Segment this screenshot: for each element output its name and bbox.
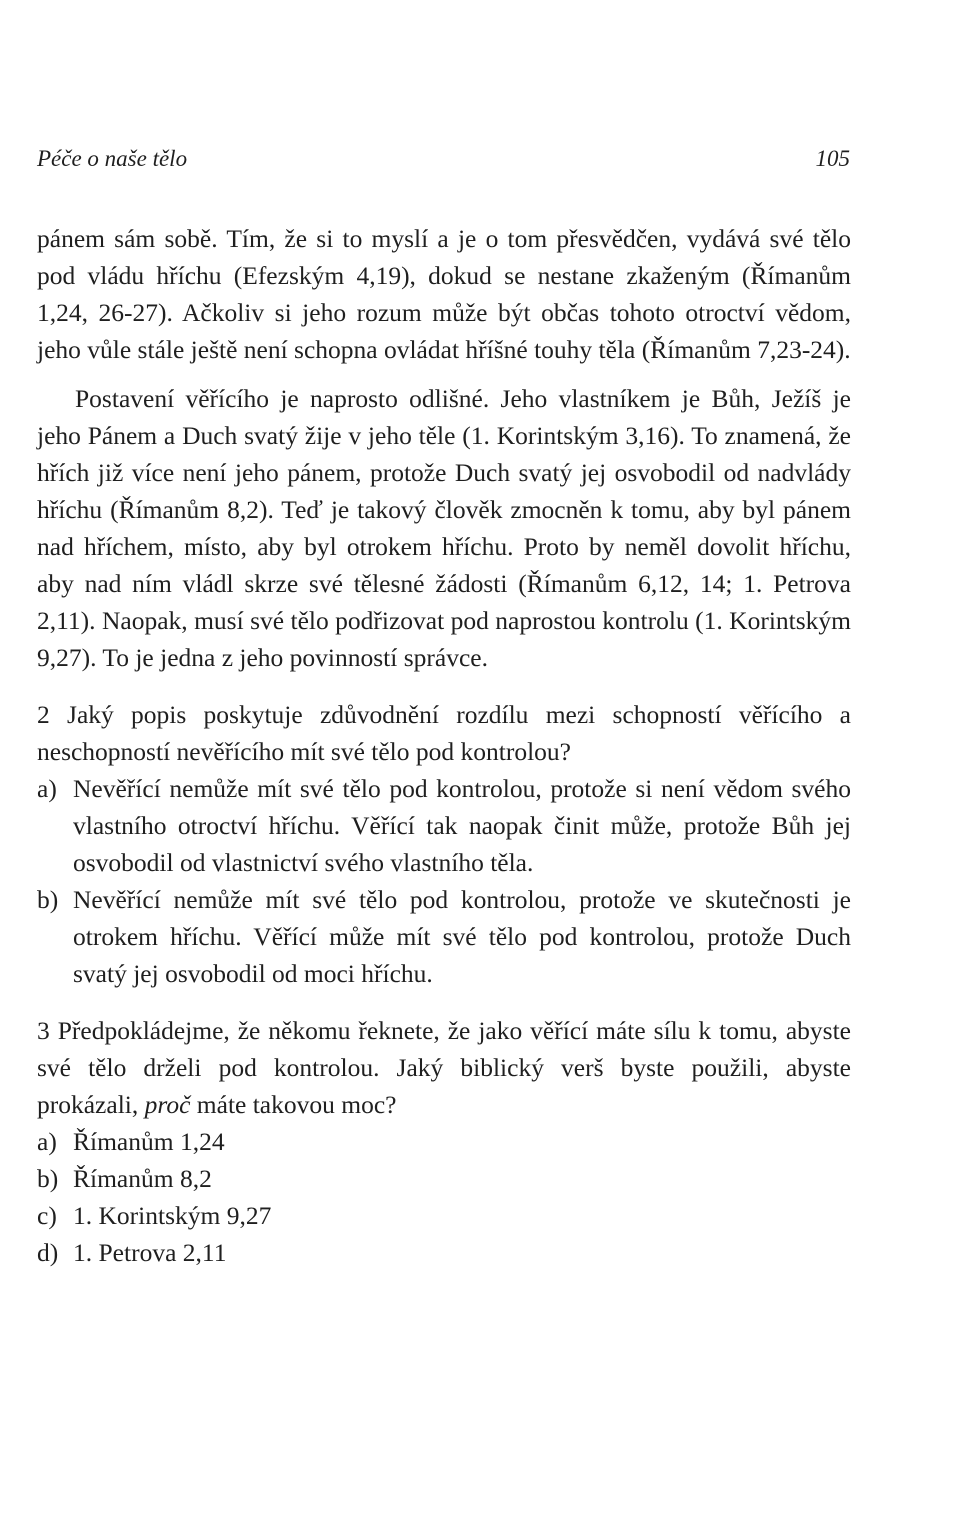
question-2-number: 2 <box>37 700 50 729</box>
paragraph-continued: pánem sám sobě. Tím, že si to myslí a je o tom přesvědčen, vydává své tělo pod vládu hříchu (Efezským 4,19), dokud se nestane zkaženým (Římanům 1,24, 26-27). Ačkoliv si jeho rozum může být občas tohoto otroctví vědom, jeho vůle stále ještě není schopna ovládat hříšné touhy těla (Římanům 7,23-24). <box>37 224 851 364</box>
question-2-option-b <box>37 881 851 992</box>
option-label: a) <box>37 774 57 803</box>
option-label: c) <box>37 1201 57 1230</box>
option-text: 1. Petrova 2,11 <box>73 1238 227 1267</box>
question-2 <box>37 696 851 992</box>
option-label: b) <box>37 885 59 914</box>
question-3-option-c <box>37 1197 851 1234</box>
page-body <box>37 220 851 1271</box>
option-text: Nevěřící nemůže mít své tělo pod kontrolou, protože si není vědom svého vlastního otroctví hříchu. Věřící tak naopak činit může, protože Bůh jej osvobodil od vlastnictví svého vlastního těla. <box>73 774 851 877</box>
question-2-text: Jaký popis poskytuje zdůvodnění rozdílu mezi schopností věřícího a neschopností nevěřícího mít své tělo pod kontrolou? <box>37 700 851 766</box>
question-3-number: 3 <box>37 1016 50 1045</box>
question-3-stem <box>37 1012 851 1123</box>
option-label: d) <box>37 1238 59 1267</box>
option-label: b) <box>37 1164 59 1193</box>
question-2-stem <box>37 696 851 770</box>
question-2-option-a <box>37 770 851 881</box>
paragraph-believer-position: Postavení věřícího je naprosto odlišné. Jeho vlastníkem je Bůh, Ježíš je jeho Pánem a Duch svatý žije v jeho těle (1. Korintským 3,16). To znamená, že hřích již více není jeho pánem, protože Duch svatý jej osvobodil od nadvlády hříchu (Římanům 8,2). Teď je takový člověk zmocněn k tomu, aby byl pánem nad hříchem, místo, aby byl otrokem hříchu. Proto by neměl dovolit hříchu, aby nad ním vládl skrze své tělesné žádosti (Římanům 6,12, 14; 1. Petrova 2,11). Naopak, musí své tělo podřizovat pod naprostou kontrolu (1. Korintským 9,27). To je jedna z jeho povinností správce. <box>37 384 851 672</box>
option-text: Římanům 1,24 <box>73 1127 225 1156</box>
question-3-text-after: máte takovou moc? <box>190 1090 397 1119</box>
option-text: 1. Korintským 9,27 <box>73 1201 272 1230</box>
option-text: Římanům 8,2 <box>73 1164 212 1193</box>
option-text: Nevěřící nemůže mít své tělo pod kontrolou, protože ve skutečnosti je otrokem hříchu. Věřící může mít své tělo pod kontrolou, protože Duch svatý jej osvobodil od moci hříchu. <box>73 885 851 988</box>
running-header <box>37 146 850 180</box>
page-number: 105 <box>815 146 850 171</box>
chapter-title: Péče o naše tělo <box>37 146 188 171</box>
question-3-option-b <box>37 1160 851 1197</box>
question-3-option-a <box>37 1123 851 1160</box>
question-3-text-before: Předpokládejme, že někomu řeknete, že jako věřící máte sílu k tomu, abyste své tělo drželi pod kontrolou. Jaký biblický verš byste použili, abyste prokázali, <box>37 1016 852 1119</box>
question-3 <box>37 1012 851 1271</box>
question-3-emphasis: proč <box>144 1090 191 1119</box>
option-label: a) <box>37 1127 57 1156</box>
question-3-option-d <box>37 1234 851 1271</box>
